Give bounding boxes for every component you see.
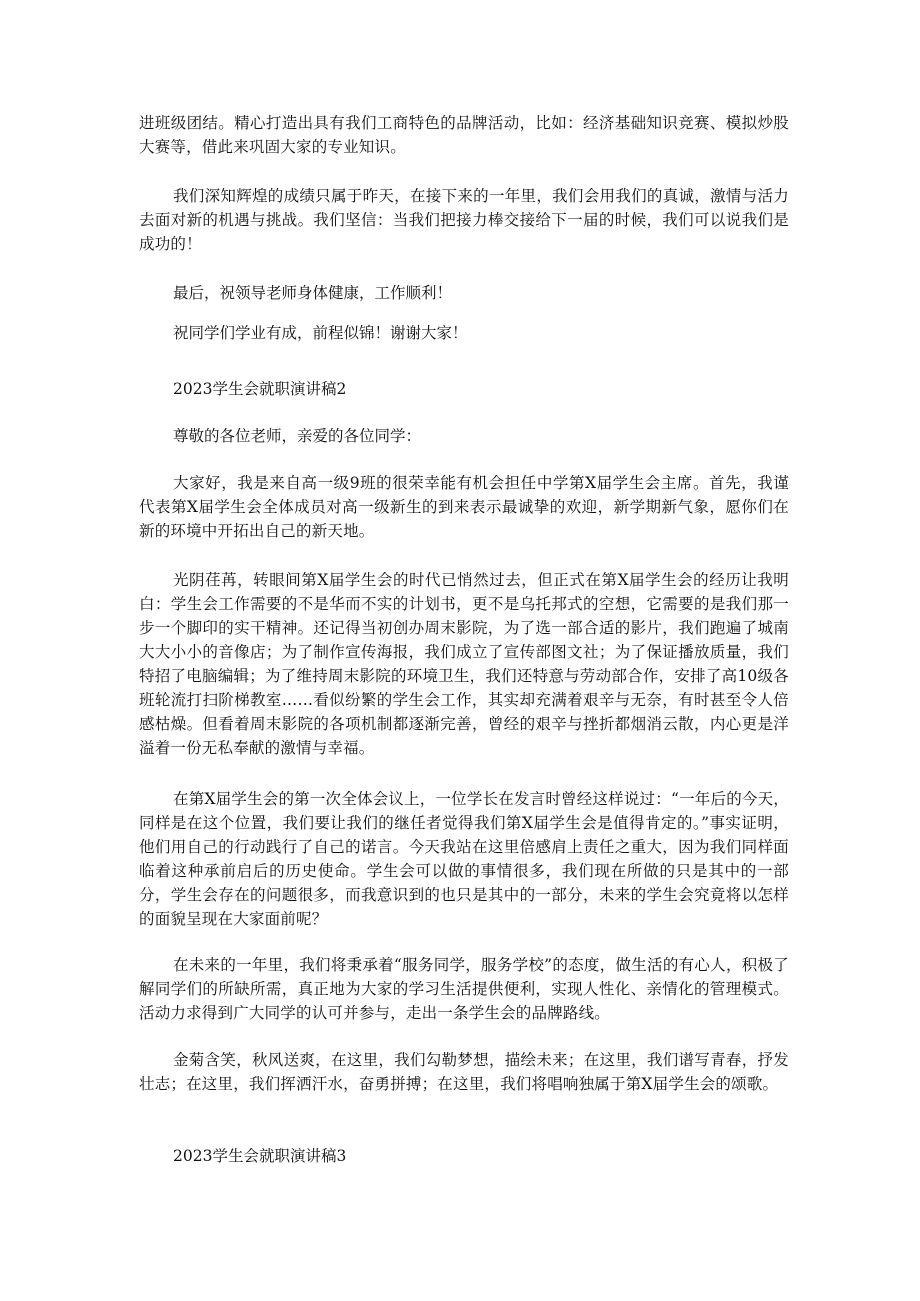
closing-wish-students: 祝同学们学业有成，前程似锦！谢谢大家！ <box>173 324 468 342</box>
greeting: 尊敬的各位老师，亲爱的各位同学： <box>173 427 422 445</box>
paragraph-conclusion: 我们深知辉煌的成绩只属于昨天，在接下来的一年里，我们会用我们的真诚，激情与活力去面对新的机遇与挑战。我们坚信：当我们把接力棒交接给下一届的时候，我们可以说我们是成功的！ <box>139 187 789 253</box>
paragraph-first-meeting: 在第X届学生会的第一次全体会议上，一位学长在发言时曾经这样说过：“一年后的今天，同样是在这个位置，我们要让我们的继任者觉得我们第X届学生会是值得肯定的。”事实证明，他们用自己的行动践行了自己的诺言。今天我站在这里倍感肩上责任之重大，因为我们同样面临着这种承前启后的历史使命。学生会可以做的事情很多，我们现在所做的只是其中的一部分，学生会存在的问题很多，而我意识到的也只是其中的一部分，未来的学生会究竟将以怎样的面貌呈现在大家面前呢？ <box>139 790 789 928</box>
paragraph-continuation: 进班级团结。精心打造出具有我们工商特色的品牌活动，比如：经济基础知识竞赛、模拟炒股大赛等，借此来巩固大家的专业知识。 <box>139 114 789 156</box>
paragraph-future-plan: 在未来的一年里，我们将秉承着“服务同学，服务学校”的态度，做生活的有心人，积极了解同学们的所缺所需，真正地为大家的学习生活提供便利，实现人性化、亲情化的管理模式。活动力求得到广大同学的认可并参与，走出一条学生会的品牌路线。 <box>139 956 789 1022</box>
section-heading-3: 2023学生会就职演讲稿3 <box>173 1147 347 1165</box>
paragraph-introduction: 大家好，我是来自高一级9班的很荣幸能有机会担任中学第X届学生会主席。首先，我谨代表第X届学生会全体成员对高一级新生的到来表示最诚挚的欢迎，新学期新气象，愿你们在新的环境中开拓出自己的新天地。 <box>139 474 789 540</box>
section-heading-2: 2023学生会就职演讲稿2 <box>173 380 347 398</box>
paragraph-experience: 光阴荏苒，转眼间第X届学生会的时代已悄然过去，但正式在第X届学生会的经历让我明白：学生会工作需要的不是华而不实的计划书，更不是乌托邦式的空想，它需要的是我们那一步一个脚印的实干精神。还记得当初创办周末影院，为了选一部合适的影片，我们跑遍了城南大大小小的音像店；为了制作宣传海报，我们成立了宣传部图文社；为了保证播放质量，我们特招了电脑编辑；为了维持周末影院的环境卫生，我们还特意与劳动部合作，安排了高10级各班轮流打扫阶梯教室……看似纷繁的学生会工作，其实却充满着艰辛与无奈，有时甚至令人倍感枯燥。但看着周末影院的各项机制都逐渐完善，曾经的艰辛与挫折都烟消云散，内心更是洋溢着一份无私奉献的激情与幸福。 <box>139 571 789 757</box>
closing-wish-leaders: 最后，祝领导老师身体健康，工作顺利！ <box>173 284 453 302</box>
paragraph-closing-vision: 金菊含笑，秋风送爽，在这里，我们勾勒梦想，描绘未来；在这里，我们谱写青春，抒发壮志；在这里，我们挥洒汗水，奋勇拼搏；在这里，我们将唱响独属于第X届学生会的颂歌。 <box>139 1051 789 1093</box>
